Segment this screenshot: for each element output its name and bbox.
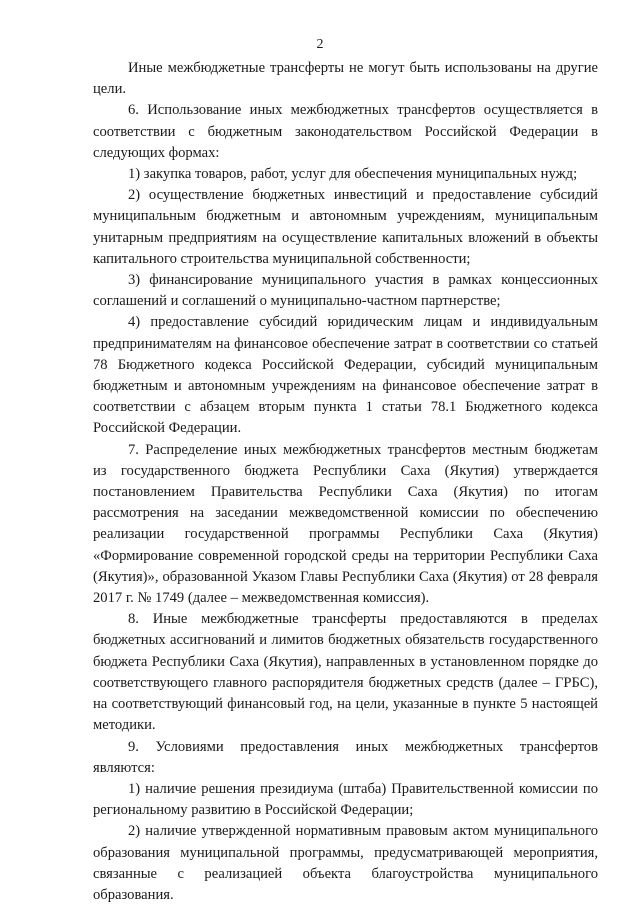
page-number: 2	[316, 37, 324, 52]
paragraph-item-6: 6. Использование иных межбюджетных трансфертов осуществляется в соответствии с бюджетным законодательством Российской Федерации в следующих формах:	[93, 102, 598, 161]
paragraph-form-3: 3) финансирование муниципального участия в рамках концессионных соглашений и соглашений о муниципально-частном партнерстве;	[93, 272, 598, 310]
document-body	[93, 58, 598, 906]
paragraph-form-2: 2) осуществление бюджетных инвестиций и предоставление субсидий муниципальным бюджетным и автономным учреждениям, муниципальным унитарным предприятиям на осуществление капитальных вложений в объекты капитального строительства муниципальной собственности;	[93, 187, 598, 267]
paragraph-item-9: 9. Условиями предоставления иных межбюджетных трансфертов являются:	[93, 738, 598, 776]
paragraph-form-1: 1) закупка товаров, работ, услуг для обеспечения муниципальных нужд;	[128, 166, 578, 183]
paragraph-condition-1: 1) наличие решения президиума (штаба) Правительственной комиссии по региональному развитию в Российской Федерации;	[93, 780, 598, 819]
paragraph-condition-2: 2) наличие утвержденной нормативным правовым актом муниципального образования муниципальной программы, предусматривающей мероприятия, связанные с реализацией объекта благоустройства муниципального образования.	[93, 823, 598, 903]
paragraph-form-4: 4) предоставление субсидий юридическим лицам и индивидуальным предпринимателям на финансовое обеспечение затрат в соответствии со статьей 78 Бюджетного кодекса Российской Федерации, субсидий муниципальным бюджетным и автономным учреждениям на финансовое обеспечение затрат в соответствии с абзацем вторым пункта 1 статьи 78.1 Бюджетного кодекса Российской Федерации.	[93, 314, 598, 437]
paragraph-item-7: 7. Распределение иных межбюджетных трансфертов местным бюджетам из государственного бюджета Республики Саха (Якутия) утверждается постановлением Правительства Республики Саха (Якутия) по итогам рассмотрения на заседании межведомственной комиссии по обеспечению реализации государственной программы Республики Саха (Якутия) «Формирование современной городской среды на территории Республики Саха (Якутия)», образованной Указом Главы Республики Саха (Якутия) от 28 февраля 2017 г. № 1749 (далее – межведомственная комиссия).	[93, 441, 598, 607]
paragraph-transfer-purpose: Иные межбюджетные трансферты не могут быть использованы на другие цели.	[93, 60, 598, 98]
paragraph-item-8: 8. Иные межбюджетные трансферты предоставляются в пределах бюджетных ассигнований и лимитов бюджетных обязательств государственного бюджета Республики Саха (Якутия), направленных в установленном порядке до соответствующего главного распорядителя бюджетных средств (далее – ГРБС), на соответствующий финансовый год, на цели, указанные в пункте 5 настоящей методики.	[93, 611, 598, 734]
